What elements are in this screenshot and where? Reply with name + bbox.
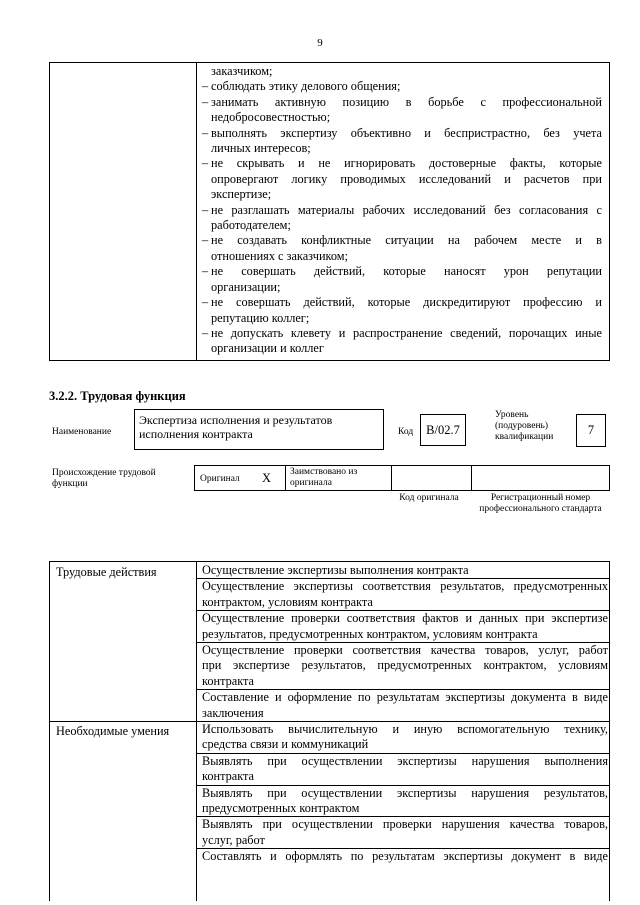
cell-line: контракта <box>202 769 255 784</box>
function-details-table <box>49 561 610 901</box>
labor-action-cell <box>202 643 608 689</box>
labor-action-cell <box>202 563 608 578</box>
cell-line: результатов, предусмотренных контрактом, условиям контракта <box>202 626 538 641</box>
cell-line: Выявлять при осуществлении экспертизы нарушения результатов, <box>202 785 608 800</box>
ethics-requirement-line: экспертизе; <box>202 187 602 202</box>
ethics-requirement-line: работодателем; <box>202 218 602 233</box>
origin-grid-divider <box>285 466 286 490</box>
ethics-requirement-line: недобросовестностью; <box>202 110 602 125</box>
table-row-divider <box>196 642 609 643</box>
ethics-requirement-line: личных интересов; <box>202 141 602 156</box>
origin-grid-divider <box>391 466 392 490</box>
cell-line: Составление и оформление по результатам экспертизы документа в виде <box>202 690 608 705</box>
function-code-value: B/02.7 <box>420 414 466 446</box>
qualification-level-label: Уровень (подуровень) квалификации <box>495 410 554 442</box>
dash-bullet: – <box>202 125 209 140</box>
ethics-requirement-line: заказчиком; <box>211 64 273 78</box>
cell-line: при экспертизе результатов, предусмотренных контрактом, условиям <box>202 658 608 673</box>
original-label: Оригинал <box>200 474 240 484</box>
table-row-divider <box>196 816 609 817</box>
dash-bullet: – <box>202 295 209 310</box>
required-skill-cell <box>202 817 608 848</box>
dash-bullet <box>202 280 211 295</box>
dash-bullet: – <box>202 233 209 248</box>
ethics-requirement-item <box>202 203 602 234</box>
ethics-continuation-table <box>49 62 610 361</box>
ethics-requirements-list <box>202 64 602 357</box>
cell-line: Осуществление проверки соответствия качества товаров, услуг, работ <box>202 643 608 657</box>
ethics-requirement-line: организации и коллег <box>202 341 602 356</box>
required-skill-cell <box>202 754 608 785</box>
function-name-value: Экспертиза исполнения и результатов исполнения контракта <box>134 409 384 450</box>
ethics-requirement-item <box>202 79 602 94</box>
cell-line: Составлять и оформлять по результатам экспертизы документ в виде <box>202 849 608 864</box>
labor-action-cell <box>202 611 608 642</box>
cell-line: Осуществление проверки соответствия фактов и данных при экспертизе <box>202 611 608 626</box>
ethics-requirement-item <box>202 295 602 326</box>
dash-bullet <box>202 341 211 356</box>
ethics-requirement-line: – не разглашать материалы рабочих исследований без согласования с <box>202 202 602 217</box>
cell-line: Выявлять при осуществлении экспертизы нарушения выполнения <box>202 753 608 768</box>
cell-line: Выявлять при осуществлении проверки нарушения качества товаров, <box>202 817 608 832</box>
origin-grid <box>194 465 610 491</box>
ethics-requirement-item <box>202 126 602 157</box>
labor-action-cell <box>202 579 608 610</box>
dash-bullet <box>202 187 211 202</box>
ethics-requirement-line: – соблюдать этику делового общения; <box>202 79 401 94</box>
cell-line: заключения <box>202 705 264 720</box>
ethics-requirement-line: – не совершать действий, которые наносят урон репутации <box>202 264 602 279</box>
cell-line: контракта <box>202 673 255 688</box>
ethics-requirement-item <box>202 233 602 264</box>
table-row-divider <box>196 753 609 754</box>
ethics-requirement-line: – занимать активную позицию в борьбе с профессиональной <box>202 94 602 109</box>
ethics-requirement-item <box>202 326 602 357</box>
dash-bullet <box>202 249 211 264</box>
dash-bullet: – <box>202 79 209 94</box>
required-skill-cell <box>202 786 608 817</box>
ethics-requirement-line: – не создавать конфликтные ситуации на рабочем месте и в <box>202 233 602 248</box>
original-mark: X <box>262 471 272 485</box>
dash-bullet <box>202 311 211 326</box>
dash-bullet <box>202 218 211 233</box>
cell-line: Осуществление экспертизы выполнения контракта <box>202 563 469 577</box>
ethics-requirement-line: – не совершать действий, которые дискредитируют профессию и <box>202 295 602 310</box>
ethics-requirement-line: организации; <box>202 280 602 295</box>
table-column-divider <box>196 63 197 360</box>
reg-number-label: Регистрационный номер профессионального стандарта <box>479 493 602 514</box>
required-skill-cell <box>202 849 608 864</box>
dash-bullet <box>202 141 211 156</box>
cell-line: контрактом, условиям контракта <box>202 594 373 609</box>
ethics-requirement-item <box>202 64 602 79</box>
table-row-divider <box>196 785 609 786</box>
section-title: 3.2.2. Трудовая функция <box>49 389 186 403</box>
table-row-divider <box>196 610 609 611</box>
ethics-requirement-line: – выполнять экспертизу объективно и беспристрастно, без учета <box>202 125 602 140</box>
ethics-requirement-item <box>202 264 602 295</box>
required-skill-cell <box>202 722 608 753</box>
borrowed-label: Заимствовано из оригинала <box>290 467 358 488</box>
cell-line: средства связи и коммуникаций <box>202 737 369 752</box>
ethics-requirement-item <box>202 156 602 202</box>
labor-action-cell <box>202 690 608 721</box>
cell-line: услуг, работ <box>202 832 265 847</box>
table-row-divider <box>196 689 609 690</box>
dash-bullet: – <box>202 94 209 109</box>
ethics-requirement-line: репутацию коллег; <box>202 311 602 326</box>
origin-grid-divider <box>471 466 472 490</box>
table-column-divider <box>196 562 197 901</box>
qualification-level-value: 7 <box>576 414 606 447</box>
labor-actions-label: Трудовые действия <box>56 565 157 579</box>
ethics-requirement-line: опровергают логику проводимых исследований и расчетов при <box>202 172 602 187</box>
table-row-divider <box>196 848 609 849</box>
dash-bullet: – <box>202 264 209 279</box>
page-number: 9 <box>317 37 323 49</box>
cell-line: Использовать вычислительную и иную вспомогательную технику, <box>202 722 608 736</box>
ethics-requirement-line: отношениях с заказчиком; <box>202 249 602 264</box>
function-name-label: Наименование <box>52 427 112 437</box>
code-label: Код <box>398 427 414 437</box>
ethics-requirement-line: – не скрывать и не игнорировать достоверные факты, которые <box>202 156 602 171</box>
code-original-label: Код оригинала <box>399 493 459 503</box>
dash-bullet: – <box>202 156 209 171</box>
cell-line: Осуществление экспертизы соответствия результатов, предусмотренных <box>202 579 608 594</box>
dash-bullet: – <box>202 202 209 217</box>
dash-bullet: – <box>202 325 209 340</box>
cell-line: предусмотренных контрактом <box>202 801 360 815</box>
dash-bullet <box>202 110 211 125</box>
origin-label: Происхождение трудовой функции <box>52 468 156 489</box>
table-row-divider <box>196 578 609 579</box>
ethics-requirement-line: – не допускать клевету и распространение сведений, порочащих иные <box>202 325 602 340</box>
table-row-divider <box>50 721 609 722</box>
ethics-requirement-item <box>202 95 602 126</box>
dash-bullet <box>202 172 211 187</box>
required-skills-label: Необходимые умения <box>56 724 170 738</box>
